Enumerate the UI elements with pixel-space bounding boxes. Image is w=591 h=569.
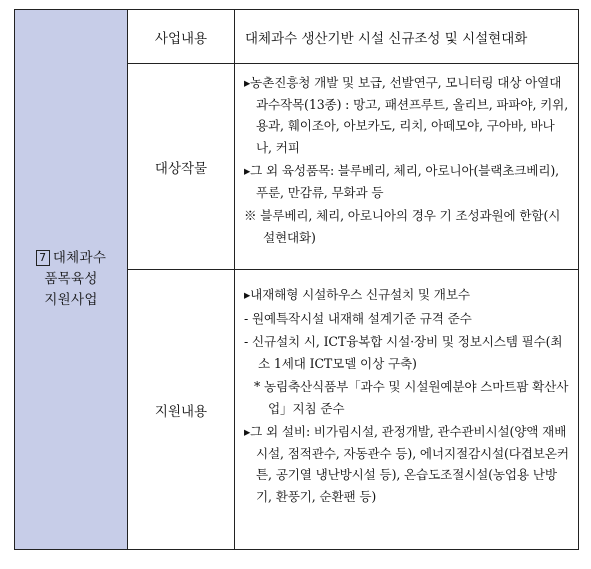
support-label: 지원내용	[128, 270, 235, 549]
support-line-standard: - 원예특작시설 내재해 설계기준 규격 준수	[244, 310, 472, 326]
support-content	[235, 270, 578, 549]
crops-line-subtropical: ▸농촌진흥청 개발 및 보급, 선발연구, 모니터링 대상 아열대 과수작목(13종) : 망고, 패션프루트, 올리브, 파파야, 키위, 용과, 훼이조아, 아보카도, 리치, 아떼모야, 구아바, 바나나, 커피	[244, 75, 569, 155]
support-line-guideline: * 농림축산식품부「과수 및 시설원예분야 스마트팜 확산사업」지침 준수	[254, 379, 569, 416]
program-table	[14, 9, 579, 550]
crops-note: ※ 블루베리, 체리, 아로니아의 경우 기 조성과원에 한함(시설현대화)	[244, 208, 561, 245]
section-number-box: 7	[36, 250, 50, 266]
support-line-greenhouse: ▸내재해형 시설하우스 신규설치 및 개보수	[244, 287, 470, 302]
crops-content	[235, 64, 578, 269]
crops-label: 대상작물	[128, 64, 235, 269]
support-line-ict: - 신규설치 시, ICT융복합 시설·장비 및 정보시스템 필수(최소 1세대 ICT모델 이상 구축)	[244, 334, 563, 371]
support-line-other-equipment: ▸그 외 설비: 비가림시설, 관정개발, 관수관비시설(양액 재배시설, 점적관수, 자동관수 등), 에너지절감시설(다겹보온커튼, 공기열 냉난방시설 등), 온습도조절시설(농업용 난방기, 환풍기, 순환팬 등)	[244, 424, 569, 504]
business-label: 사업내용	[128, 10, 235, 63]
business-value: 대체과수 생산기반 시설 신규조성 및 시설현대화	[245, 30, 528, 47]
section-title: 7 대체과수 품목육성 지원사업	[36, 248, 106, 311]
section-header-cell	[15, 10, 128, 549]
crops-line-other: ▸그 외 육성품목: 블루베리, 체리, 아로니아(블랙초크베리), 푸룬, 만감류, 무화과 등	[244, 163, 559, 200]
